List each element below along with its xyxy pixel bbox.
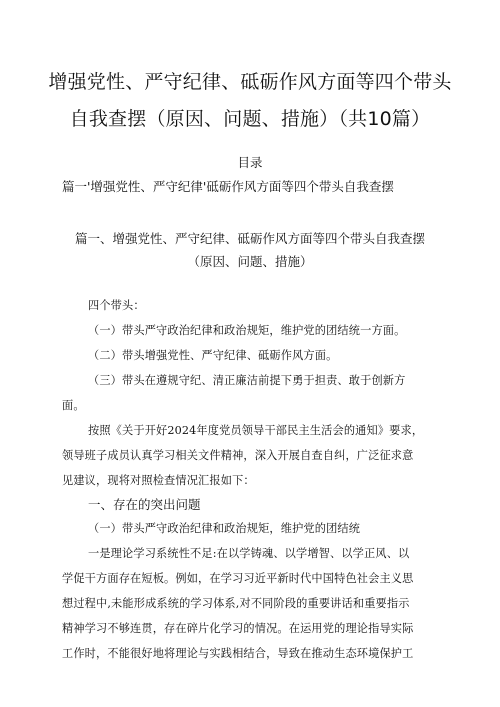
body-line: （三）带头在遵规守纪、清正廉洁前提下勇于担责、敢于创新方	[88, 374, 406, 387]
section-heading: 一、存在的突出问题	[88, 497, 201, 512]
body-line: （一）带头严守政治纪律和政治规矩，维护党的团结统一方面。	[88, 324, 406, 337]
body-line: 面。	[62, 399, 85, 412]
body-line: （一）带头严守政治纪律和政治规矩，维护党的团结统	[88, 522, 361, 535]
section-title-line-2: （原因、问题、措施）	[187, 254, 313, 269]
body-line: 领导班子成员认真学习相关文件精神，深入开展自查自纠，广泛征求意	[62, 449, 414, 462]
body-line: 四个带头：	[88, 299, 145, 312]
toc-heading: 目录	[237, 155, 263, 170]
body-line: 工作时，不能很好地将理论与实践相结合，导致在推动生态环境保护工	[62, 647, 414, 660]
section-title-line-1: 篇一、增强党性、严守纪律、砥砺作风方面等四个带头自我查摆	[74, 231, 425, 246]
body-line: 按照《关于开好2024年度党员领导干部民主生活会的通知》要求，	[88, 424, 424, 437]
body-line: 见建议，现将对照检查情况汇报如下：	[62, 474, 255, 487]
body-line: 学促干方面存在短板。例如，在学习习近平新时代中国特色社会主义思	[62, 572, 414, 585]
body-line: （二）带头增强党性、严守纪律、砥砺作风方面。	[88, 349, 338, 362]
body-line: 一是理论学习系统性不足:在以学铸魂、以学增智、以学正风、以	[88, 547, 410, 560]
toc-item[interactable]: 篇一'增强党性、严守纪律'砥砺作风方面等四个带头自我查摆	[62, 179, 394, 194]
document-title-line-1: 增强党性、严守纪律、砥砺作风方面等四个带头	[48, 71, 452, 93]
document-title-line-2: 自我查摆（原因、问题、措施）（共10篇）	[69, 108, 431, 130]
body-line: 想过程中,未能形成系统的学习体系,对不同阶段的重要讲话和重要指示	[62, 597, 410, 610]
body-line: 精神学习不够连贯，存在碎片化学习的情况。在运用党的理论指导实际	[62, 622, 414, 635]
